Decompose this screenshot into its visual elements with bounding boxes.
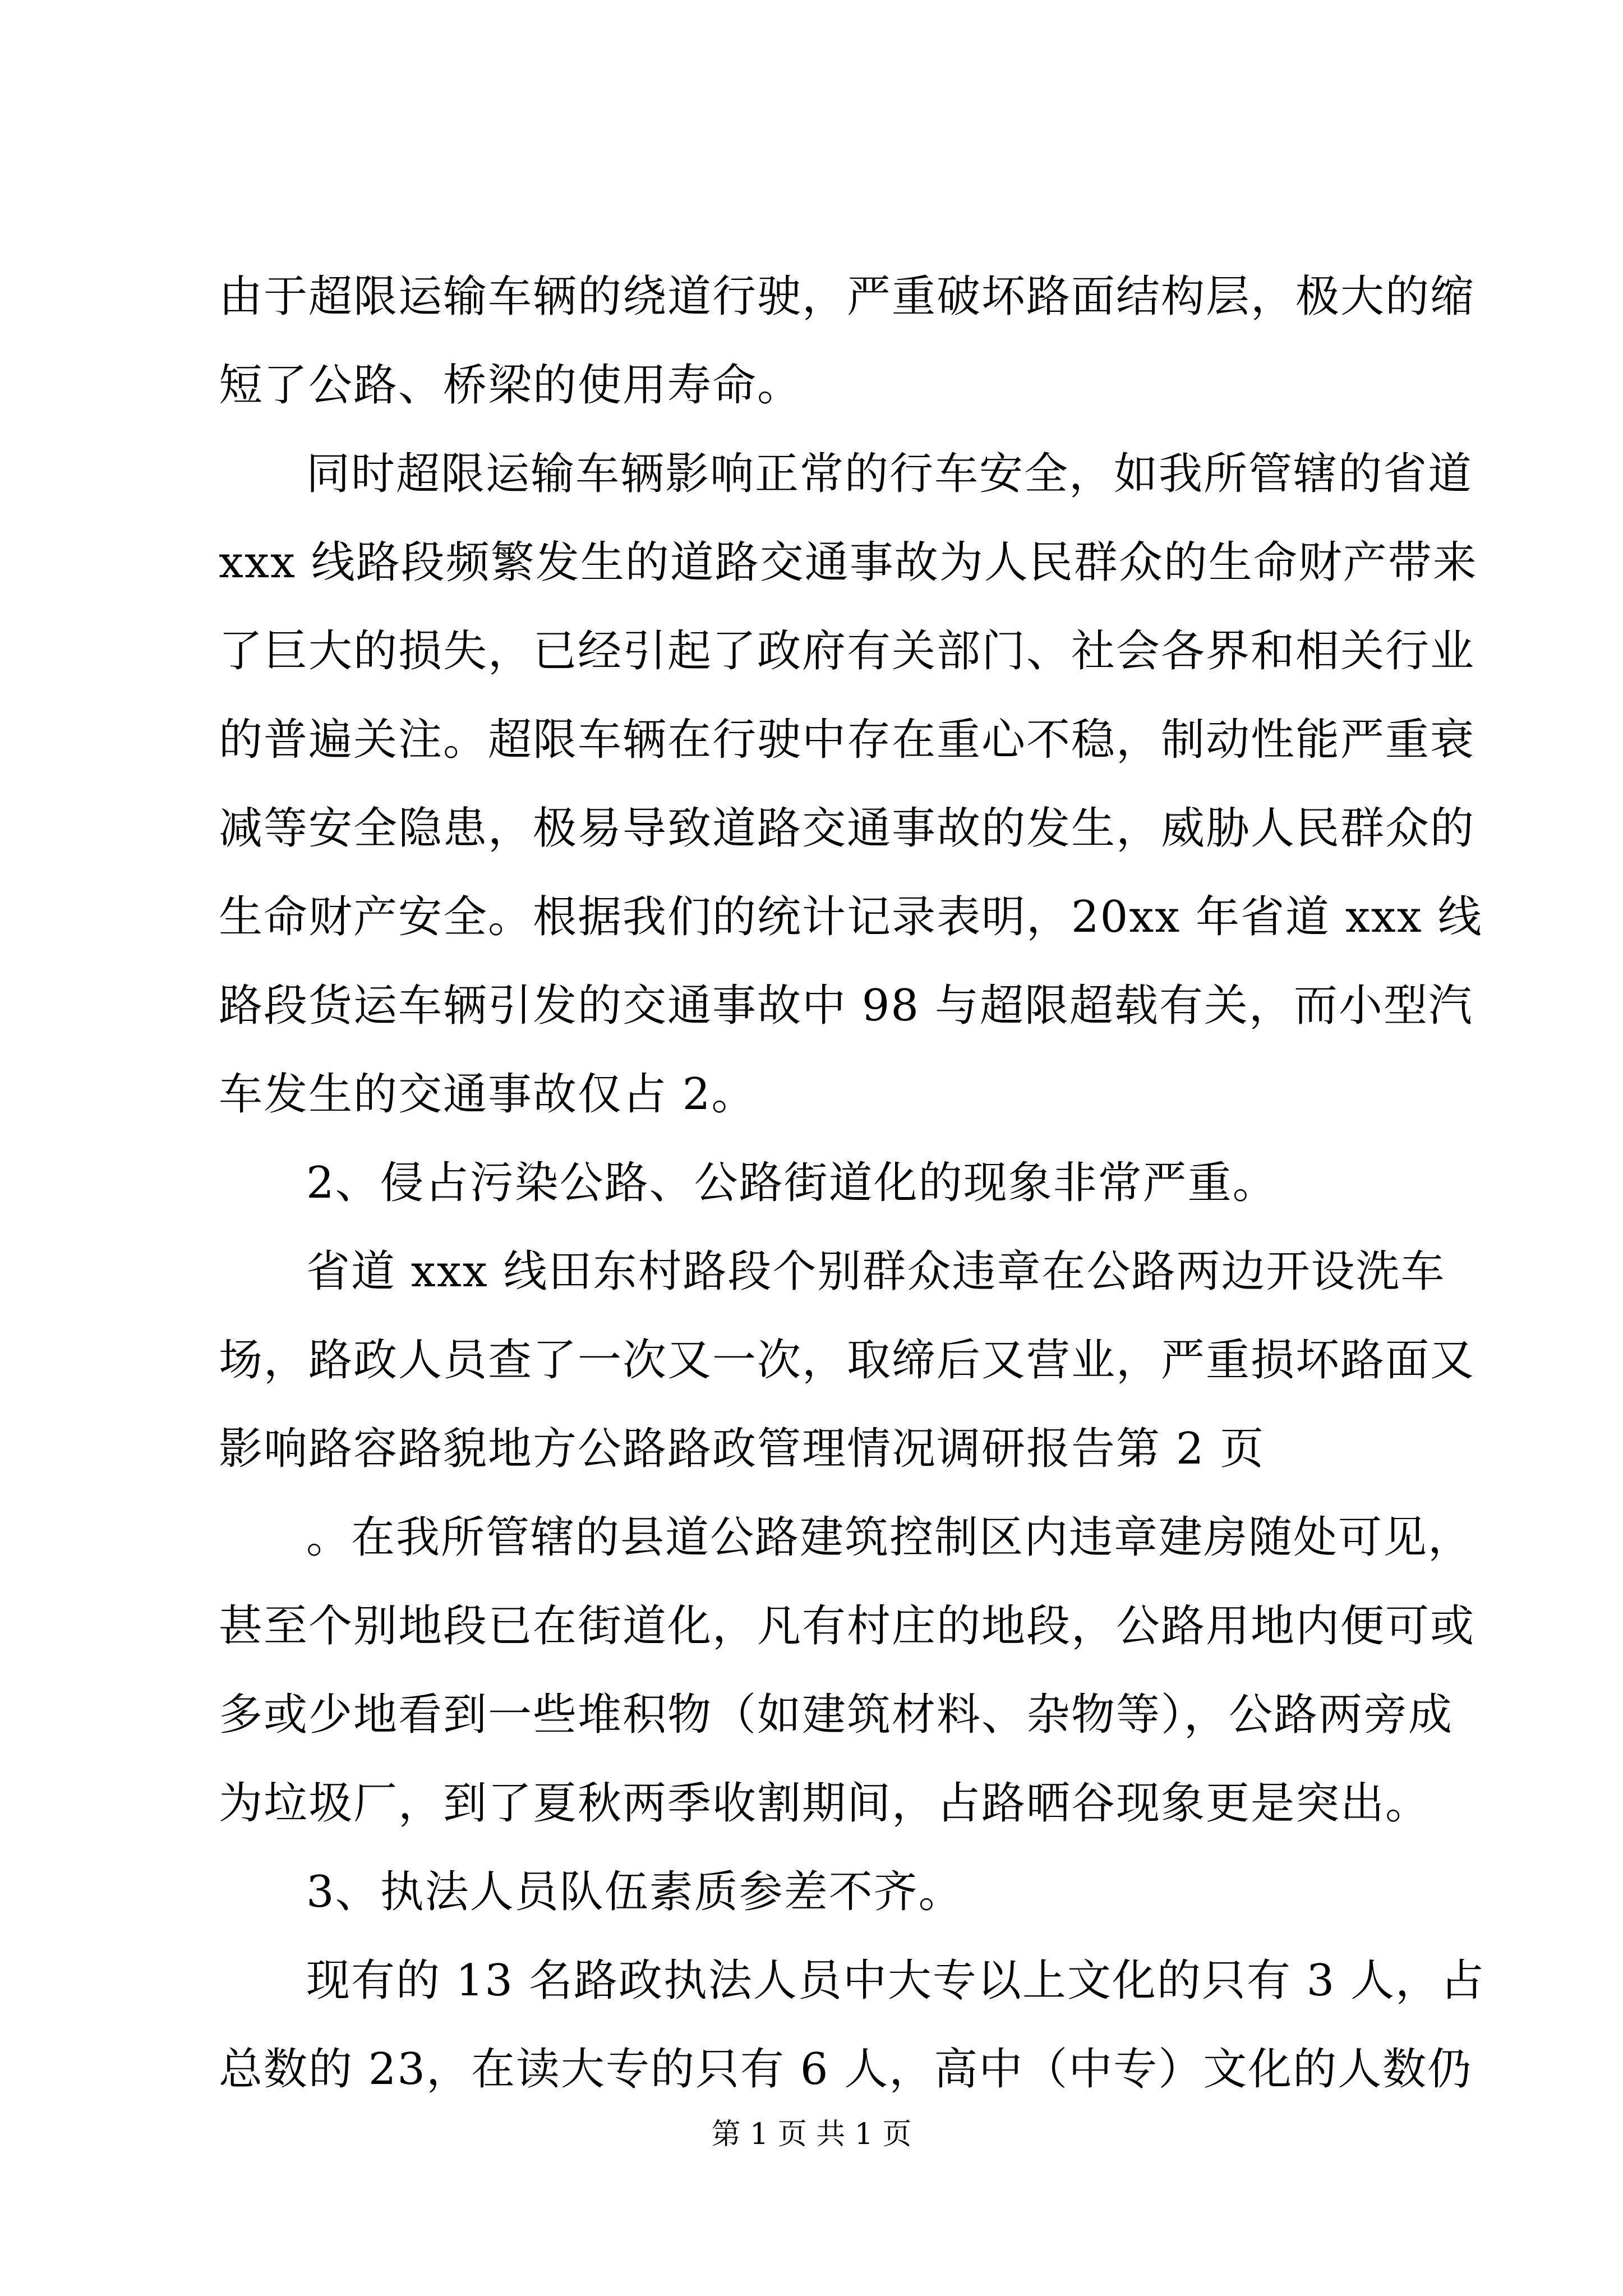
text-line: xxx 线路段频繁发生的道路交通事故为人民群众的生命财产带来 [219, 537, 1478, 588]
text-line: 甚至个别地段已在街道化，凡有村庄的地段，公路用地内便可或 [219, 1601, 1476, 1651]
text-line: 总数的 23，在读大专的只有 6 人，高中（中专）文化的人数仍 [219, 2044, 1473, 2095]
document-body [219, 252, 1486, 2114]
paragraph-start-line: 同时超限运输车辆影响正常的行车安全，如我所管辖的省道 [306, 449, 1473, 499]
paragraph-start-line: 现有的 13 名路政执法人员中大专以上文化的只有 3 人，占 [306, 1955, 1486, 2006]
section-heading-3: 3、执法人员队伍素质参差不齐。 [306, 1867, 963, 1917]
text-line: 减等安全隐患，极易导致道路交通事故的发生，威胁人民群众的 [219, 803, 1476, 854]
text-line: 由于超限运输车辆的绕道行驶，严重破坏路面结构层，极大的缩 [219, 272, 1476, 322]
section-heading-2: 2、侵占污染公路、公路街道化的现象非常严重。 [306, 1158, 1278, 1208]
text-line: 车发生的交通事故仅占 2。 [219, 1069, 757, 1120]
text-line: 生命财产安全。根据我们的统计记录表明，20xx 年省道 xxx 线 [219, 892, 1483, 942]
text-line: 路段货运车辆引发的交通事故中 98 与超限超载有关，而小型汽 [219, 981, 1473, 1031]
text-line: 了巨大的损失，已经引起了政府有关部门、社会各界和相关行业 [219, 626, 1476, 677]
text-line: 多或少地看到一些堆积物（如建筑材料、杂物等），公路两旁成 [219, 1690, 1454, 1740]
text-line: 短了公路、桥梁的使用寿命。 [219, 360, 803, 411]
text-line: 场，路政人员查了一次又一次，取缔后又营业，严重损坏路面又 [219, 1335, 1476, 1386]
paragraph-start-line: 。在我所管辖的县道公路建筑控制区内违章建房随处可见， [306, 1512, 1473, 1563]
text-line: 影响路容路貌地方公路路政管理情况调研报告第 2 页 [219, 1424, 1265, 1474]
paragraph-start-line: 省道 xxx 线田东村路段个别群众违章在公路两边开设洗车 [306, 1246, 1446, 1297]
text-line: 为垃圾厂，到了夏秋两季收割期间，占路晒谷现象更是突出。 [219, 1778, 1431, 1829]
page-footer: 第 1 页 共 1 页 [711, 2118, 912, 2151]
text-line: 的普遍关注。超限车辆在行驶中存在重心不稳，制动性能严重衰 [219, 715, 1476, 765]
